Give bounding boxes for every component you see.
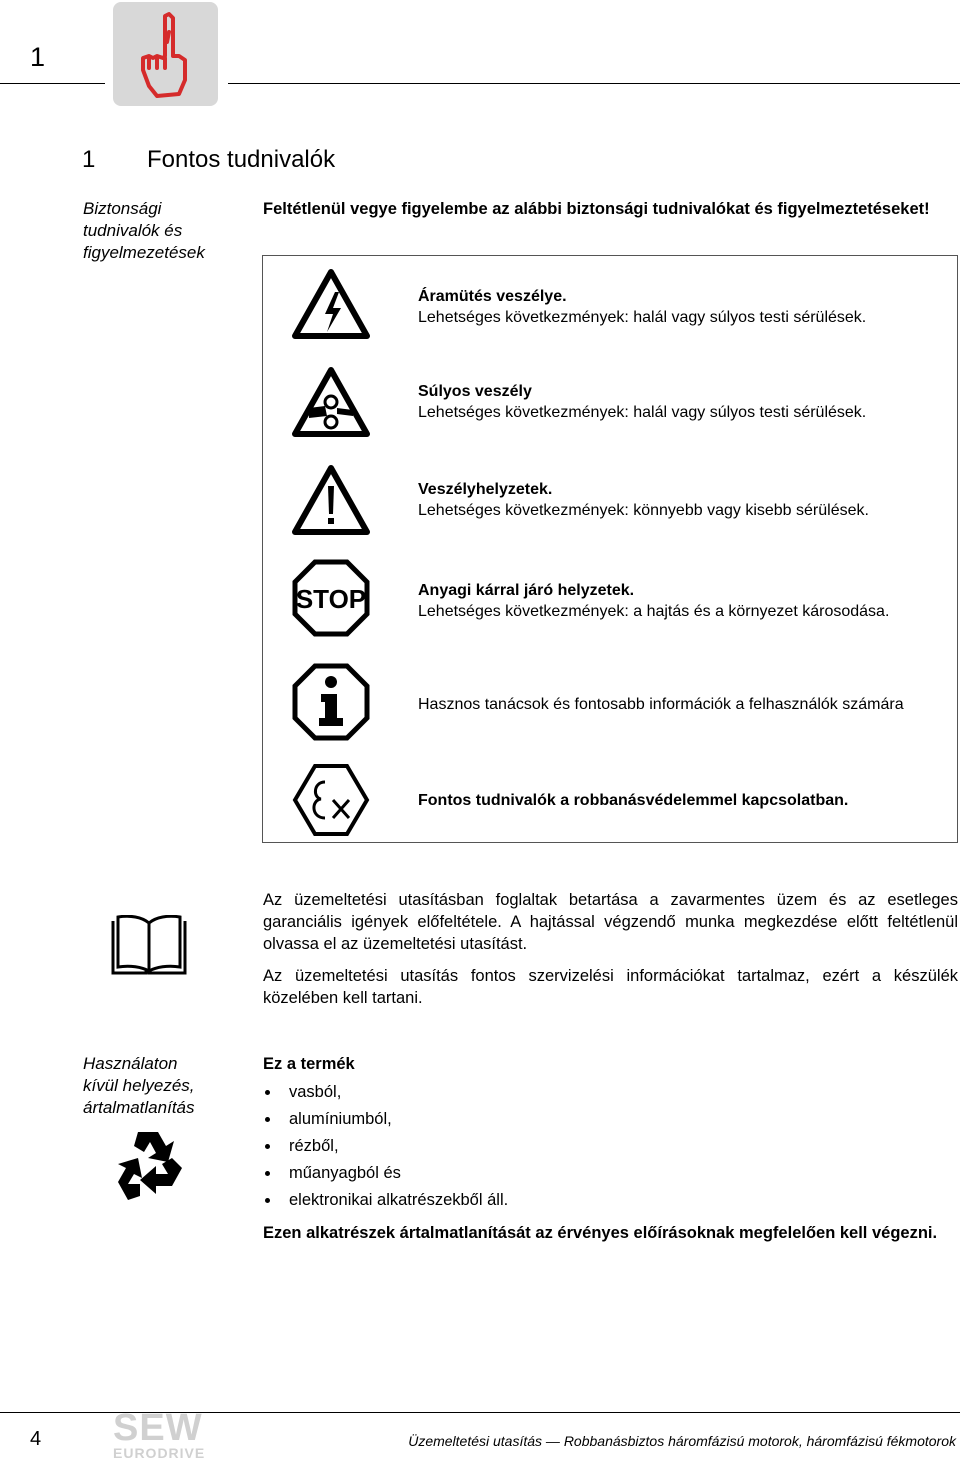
page-number: 4	[30, 1428, 42, 1450]
material-list	[263, 1081, 863, 1216]
stop-icon	[291, 558, 371, 638]
footer-title: Üzemeltetési utasítás — Robbanásbiztos háromfázisú motorok, háromfázisú fékmotorok	[408, 1433, 956, 1449]
disposal-lead: Ez a termék	[263, 1055, 355, 1073]
symbol-text: Lehetséges következmények: könnyebb vagy kisebb sérülések.	[418, 502, 869, 519]
crush-hazard-icon	[291, 364, 371, 444]
info-icon	[291, 662, 371, 742]
heading-number: 1	[82, 146, 96, 173]
book-icon	[110, 915, 188, 977]
header-rule-right	[228, 83, 960, 84]
symbol-title: Fontos tudnivalók a robbanásvédelemmel kapcsolatban.	[418, 792, 849, 809]
sew-eurodrive-logo: SEW EURODRIVE	[113, 1407, 206, 1461]
safety-side-label: Biztonsági tudnivalók és figyelmezetések	[83, 199, 205, 262]
safety-intro: Feltétlenül vegye figyelembe az alábbi biztonsági tudnivalókat és figyelmeztetéseket!	[263, 200, 930, 218]
symbol-title: Áramütés veszélye.	[418, 288, 567, 305]
symbol-title: Veszélyhelyzetek.	[418, 481, 553, 498]
manual-paragraph-1: Az üzemeltetési utasításban foglaltak betartása a zavarmentes üzem és az esetleges garanciális igények előfeltétele. A hajtással végzendő munka megkezdése előtt feltétlenül olvassa el az üzemeltetési utasítást.	[263, 891, 958, 953]
chapter-number: 1	[30, 42, 46, 72]
manual-paragraph-2: Az üzemeltetési utasítás fontos szervizelési információkat tartalmaz, ezért a készülék közelében kell tartani.	[263, 967, 958, 1007]
symbol-text: Lehetséges következmények: halál vagy súlyos testi sérülések.	[418, 309, 867, 326]
list-item: műanyagból és	[263, 1162, 863, 1189]
warning-symbols-box	[262, 255, 958, 843]
warning-icon	[291, 462, 371, 542]
ex-icon	[291, 760, 371, 840]
header-rule-left	[0, 83, 105, 84]
symbol-text: Lehetséges következmények: a hajtás és a környezet károsodása.	[418, 603, 890, 620]
electric-hazard-icon	[291, 266, 371, 346]
recycle-icon	[108, 1128, 188, 1204]
symbol-text: Hasznos tanácsok és fontosabb információk a felhasználók számára	[418, 696, 904, 713]
heading-title: Fontos tudnivalók	[147, 146, 336, 173]
disposal-side-label: Használaton kívül helyezés, ártalmatlanítás	[83, 1054, 195, 1117]
symbol-text: Lehetséges következmények: halál vagy súlyos testi sérülések.	[418, 404, 867, 421]
list-item: vasból,	[263, 1081, 863, 1108]
disposal-closing: Ezen alkatrészek ártalmatlanítását az érvényes előírásoknak megfelelően kell végezni.	[263, 1224, 938, 1242]
list-item: rézből,	[263, 1135, 863, 1162]
symbol-title: Súlyos veszély	[418, 383, 532, 400]
list-item: elektronikai alkatrészekből áll.	[263, 1189, 863, 1216]
pointing-hand-icon	[113, 2, 218, 106]
list-item: alumíniumból,	[263, 1108, 863, 1135]
svg-text:STOP: STOP	[295, 584, 367, 614]
symbol-title: Anyagi kárral járó helyzetek.	[418, 582, 635, 599]
